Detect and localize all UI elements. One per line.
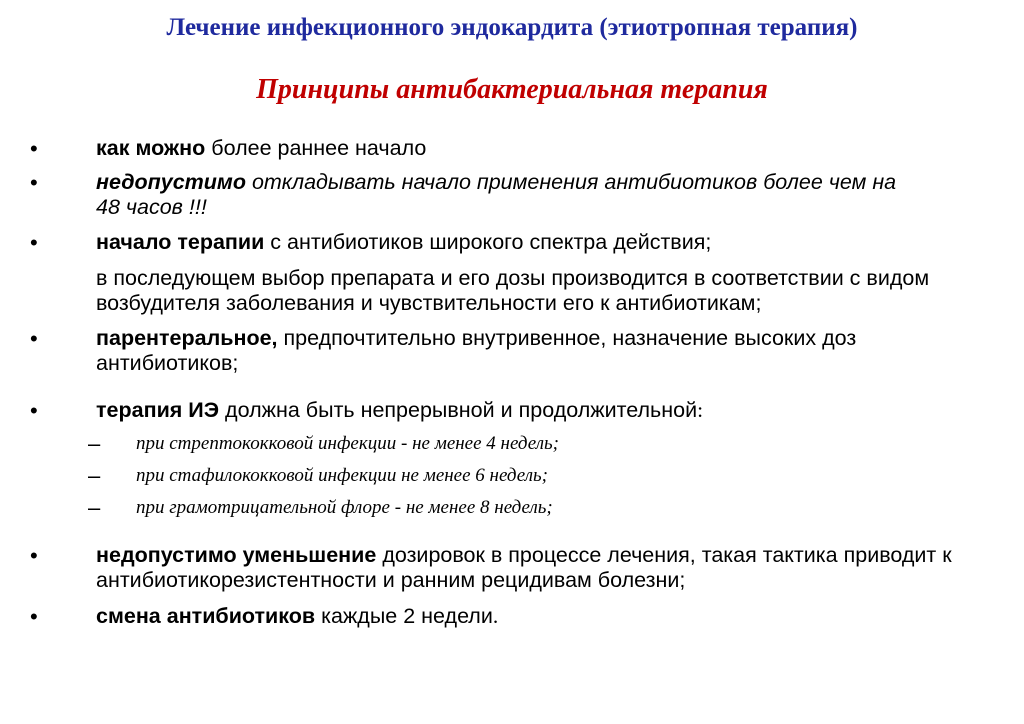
- page-subtitle: Принципы антибактериальная терапия: [256, 74, 768, 105]
- dash-marker: –: [88, 431, 101, 456]
- dash-marker: –: [88, 495, 101, 520]
- sub-item-text: при стрептококковой инфекции - не менее 4 недель;: [136, 433, 559, 454]
- bullet-marker: •: [30, 326, 38, 351]
- bullet-marker: •: [30, 604, 38, 629]
- item-text: недопустимо уменьшение дозировок в процессе лечения, такая тактика приводит к антибиотикорезистентности и ранним рецидивам болезни;: [96, 543, 952, 592]
- item-text: начало терапии с антибиотиков широкого спектра действия;: [96, 230, 712, 254]
- bullet-marker: •: [30, 230, 38, 255]
- sub-item-text: при грамотрицательной флоре - не менее 8 недель;: [136, 497, 553, 518]
- bullet-marker: •: [30, 170, 38, 195]
- item-text: терапия ИЭ должна быть непрерывной и продолжительной:: [96, 398, 704, 422]
- item-text: в последующем выбор препарата и его дозы производится в соответствии с видом возбудителя заболевания и чувствительности его к антибиотикам;: [96, 266, 930, 315]
- bullet-marker: •: [30, 398, 38, 423]
- bullet-marker: •: [30, 543, 38, 568]
- sub-item-text: при стафилококковой инфекции не менее 6 недель;: [136, 465, 548, 486]
- page-title: Лечение инфекционного эндокардита (этиотропная терапия): [166, 14, 858, 41]
- item-text: как можно более раннее начало: [96, 136, 427, 160]
- item-text: недопустимо откладывать начало применения антибиотиков более чем на 48 часов !!!: [96, 170, 897, 219]
- dash-marker: –: [88, 463, 101, 488]
- item-text: смена антибиотиков каждые 2 недели.: [96, 604, 499, 628]
- bullet-marker: •: [30, 136, 38, 161]
- item-text: парентеральное, предпочтительно внутривенное, назначение высоких доз антибиотиков;: [96, 326, 857, 375]
